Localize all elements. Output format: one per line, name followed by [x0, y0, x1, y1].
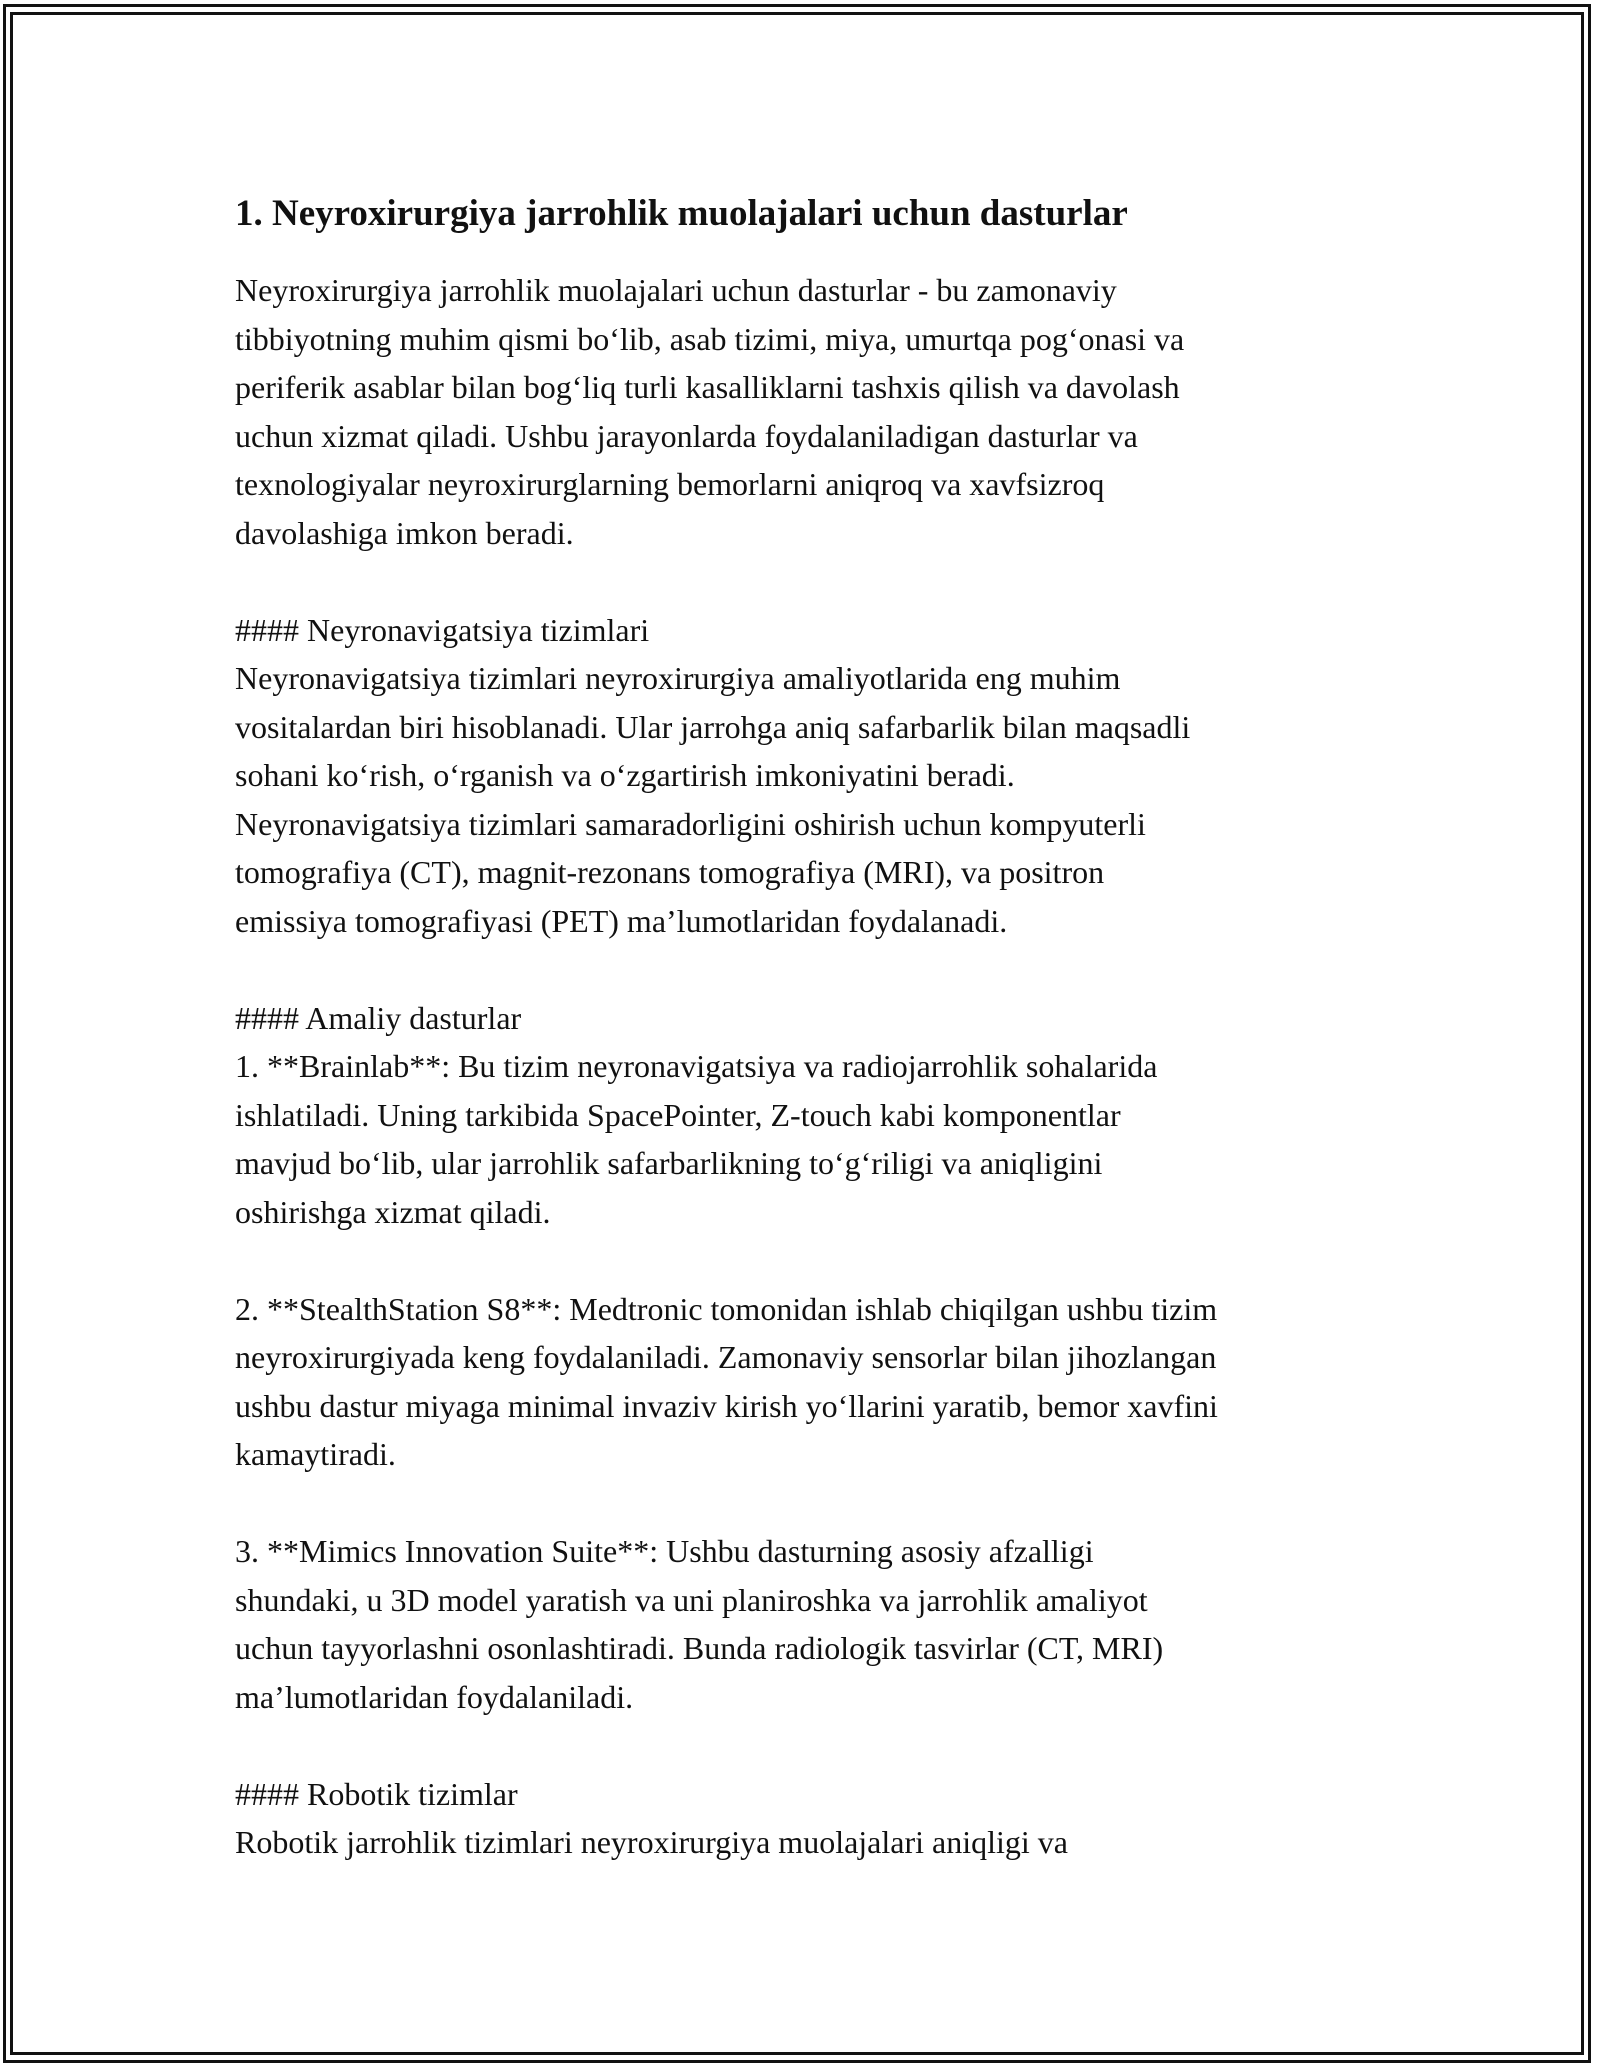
paragraph-spacer: [235, 1479, 1385, 1528]
document-title: 1. Neyroxirurgiya jarrohlik muolajalari uchun dasturlar: [235, 193, 1128, 234]
paragraph-spacer: [235, 557, 1385, 606]
paragraph-spacer: [235, 945, 1385, 994]
intro-paragraph: Neyroxirurgiya jarrohlik muolajalari uchun dasturlar - bu zamonaviy tibbiyotning muhim qismi bo‘lib, asab tizimi, miya, umurtqa pog‘onasi va periferik asablar bilan bog‘liq turli kasalliklarni tashxis qilish va davolash uchun xizmat qiladi. Ushbu jarayonlarda foydalaniladigan dasturlar va texnologiyalar neyroxirurglarning bemorlarni aniqroq va xavfsizroq davolashiga imkon beradi.: [235, 272, 1185, 551]
stealthstation-item: 2. **StealthStation S8**: Medtronic tomonidan ishlab chiqilgan ushbu tizim neyroxirurgiyada keng foydalaniladi. Zamonaviy sensorlar bilan jihozlangan ushbu dastur miyaga minimal invaziv kirish yo‘llarini yaratib, bemor xavfini kamaytiradi.: [235, 1290, 1218, 1472]
paragraph-spacer: [235, 1721, 1385, 1770]
robotic-systems-section: #### Robotik tizimlar Robotik jarrohlik tizimlari neyroxirurgiya muolajalari aniqligi va: [235, 1775, 1068, 1860]
applied-programs-brainlab: #### Amaliy dasturlar 1. **Brainlab**: Bu tizim neyronavigatsiya va radiojarrohlik sohalarida ishlatiladi. Uning tarkibida SpacePointer, Z-touch kabi komponentlar mavjud bo‘lib, ular jarrohlik safarbarlikning to‘g‘riligi va aniqligini oshirishga xizmat qiladi.: [235, 999, 1158, 1230]
neuronavigation-section: #### Neyronavigatsiya tizimlari Neyronavigatsiya tizimlari neyroxirurgiya amaliyotlarida eng muhim vositalardan biri hisoblanadi. Ular jarrohga aniq safarbarlik bilan maqsadli sohani ko‘rish, o‘rganish va o‘zgartirish imkoniyatini beradi. Neyronavigatsiya tizimlari samaradorligini oshirish uchun kompyuterli tomografiya (CT), magnit-rezonans tomografiya (MRI), va positron emissiya tomografiyasi (PET) ma’lumotlaridan foydalanadi.: [235, 611, 1191, 939]
document-body: [235, 186, 1385, 1867]
mimics-item: 3. **Mimics Innovation Suite**: Ushbu dasturning asosiy afzalligi shundaki, u 3D model yaratish va uni planiroshka va jarrohlik amaliyot uchun tayyorlashni osonlashtiradi. Bunda radiologik tasvirlar (CT, MRI) ma’lumotlaridan foydalaniladi.: [235, 1533, 1164, 1715]
paragraph-spacer: [235, 1236, 1385, 1285]
